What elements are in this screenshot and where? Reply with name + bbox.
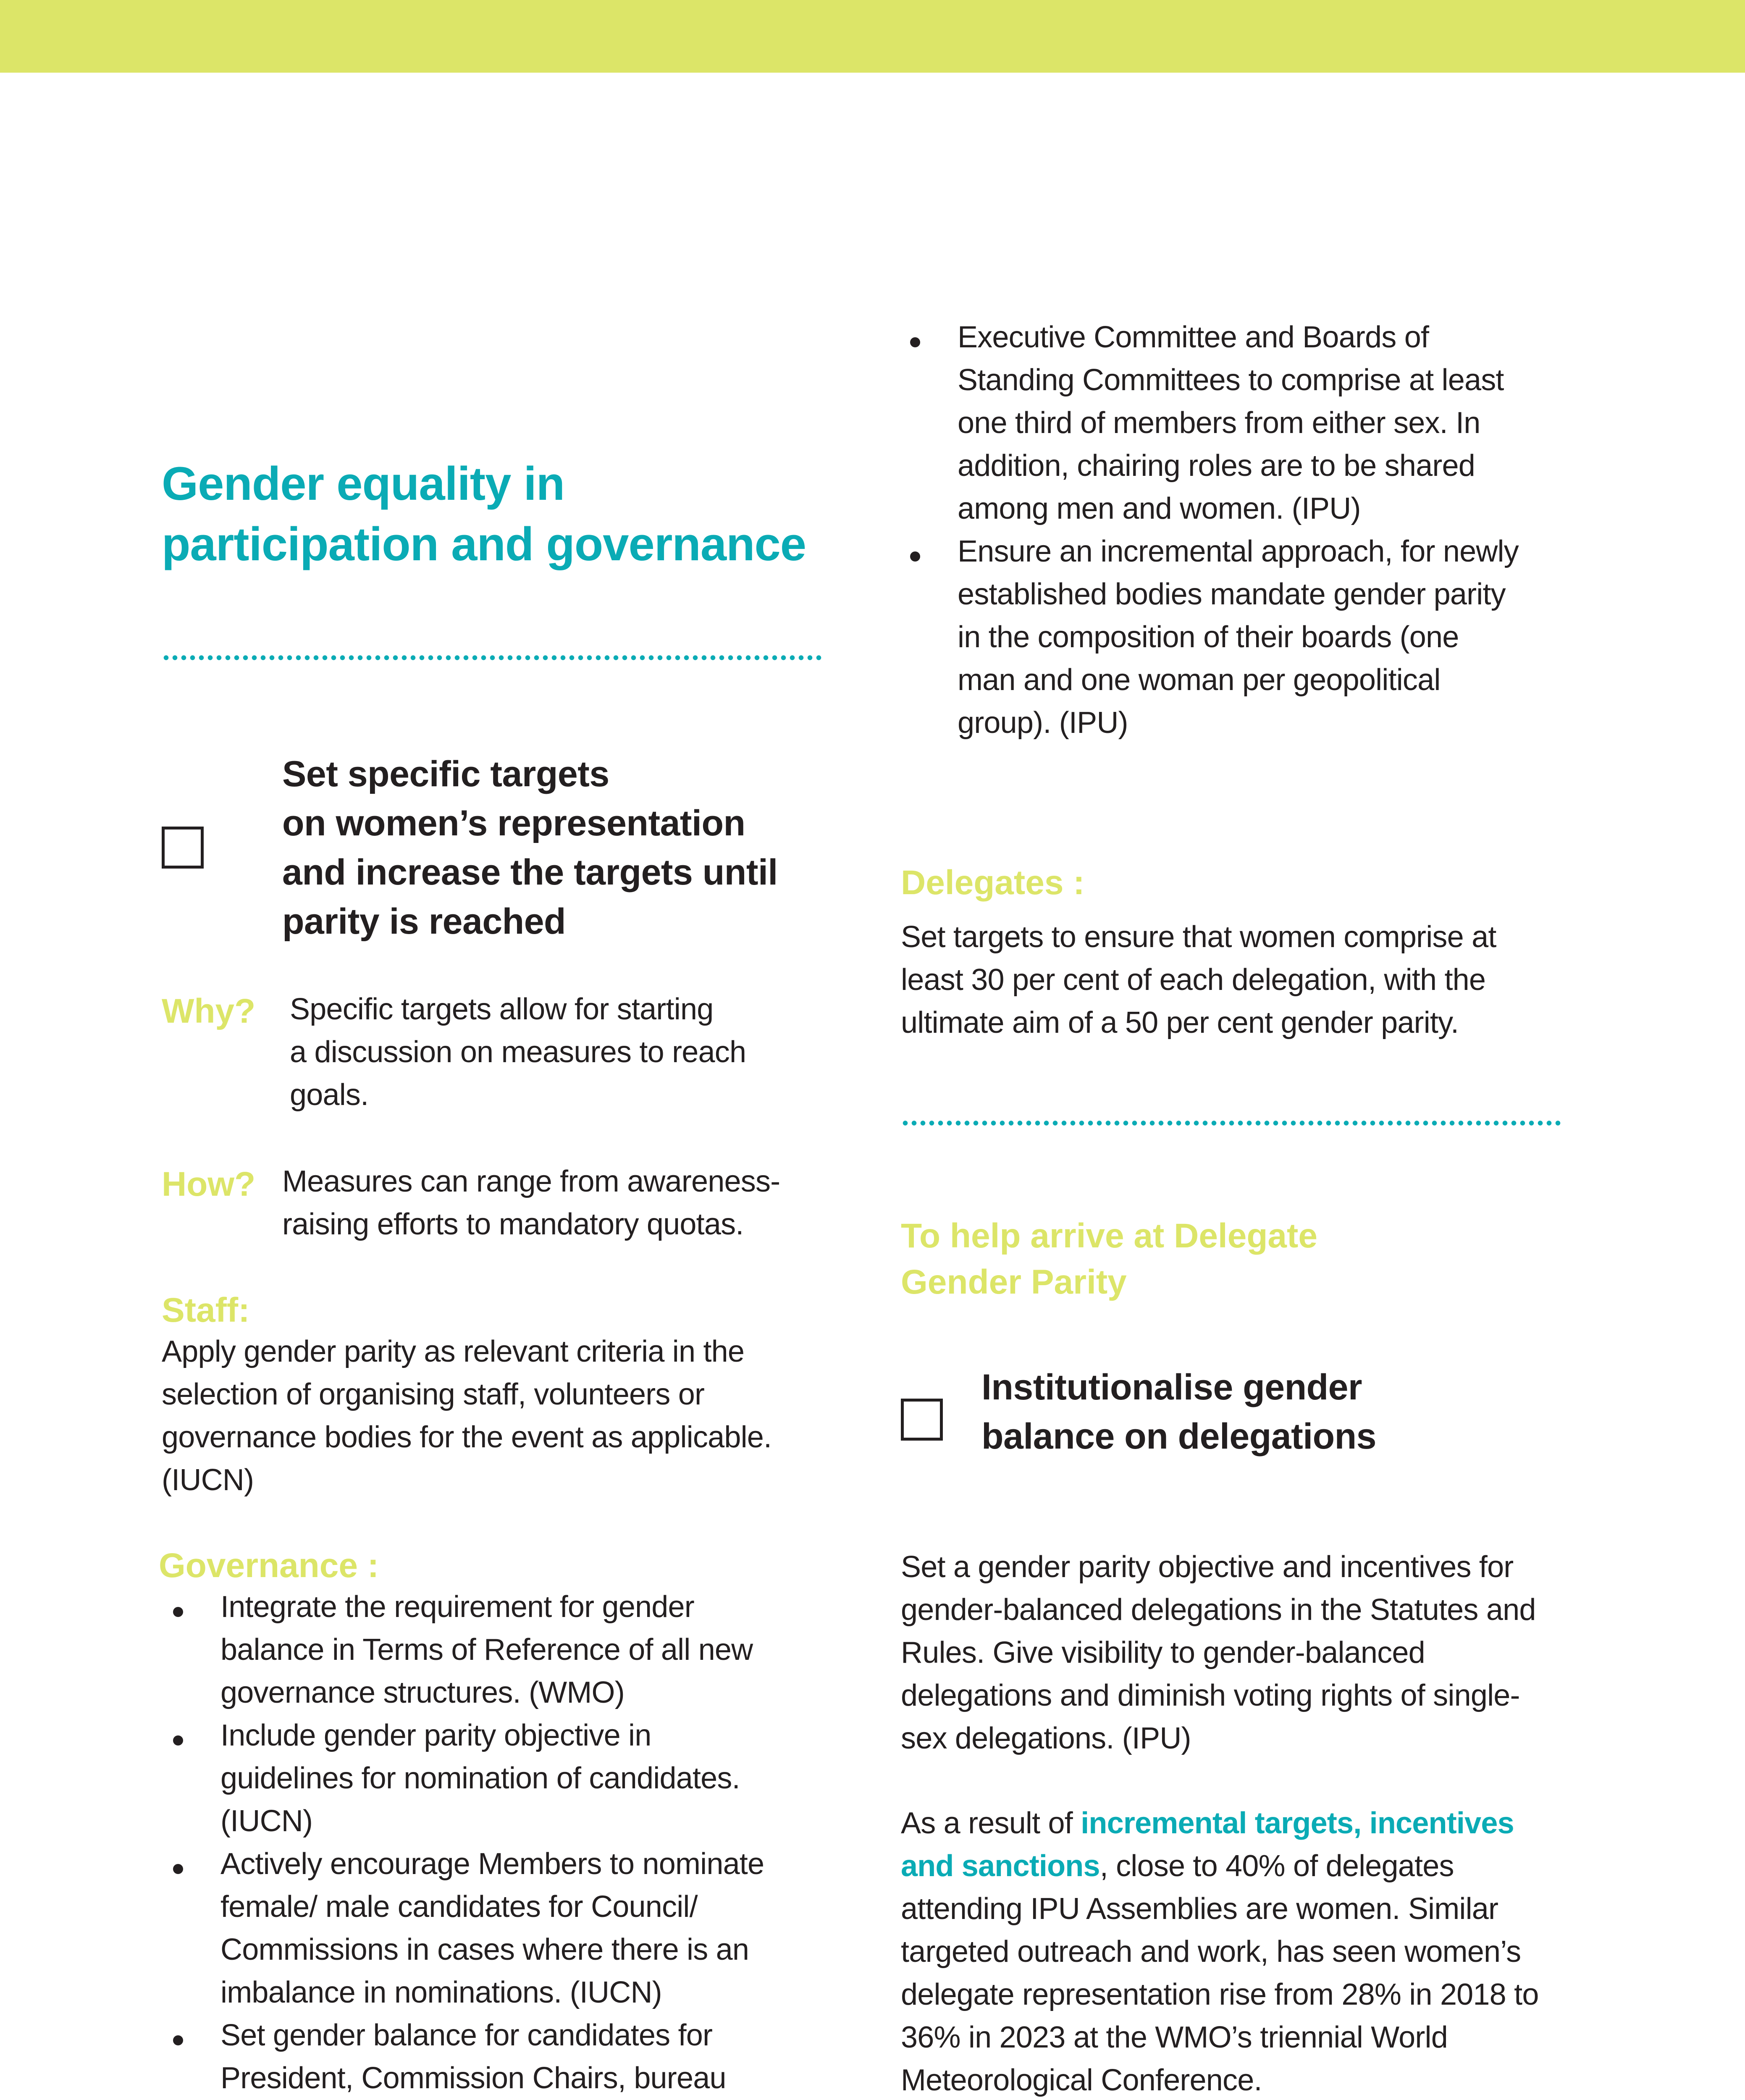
how-line: raising efforts to mandatory quotas. [282, 1208, 744, 1241]
list-item-line: Standing Committees to comprise at least [958, 363, 1504, 397]
bullet-icon [897, 316, 958, 359]
headline-line: and increase the targets until [282, 852, 778, 892]
headline-line: Institutionalise gender [981, 1367, 1362, 1407]
headline-line: balance on delegations [981, 1416, 1376, 1457]
list-item-line: guidelines for nomination of candidates. [220, 1761, 740, 1795]
list-item [897, 530, 1611, 744]
list-item-line: addition, chairing roles are to be shared [958, 449, 1475, 483]
list-item-line: Commissions in cases where there is an [220, 1933, 749, 1966]
bullet-icon [160, 1843, 220, 1885]
list-item-line: balance in Terms of Reference of all new [220, 1633, 753, 1667]
subheading-line: Gender Parity [901, 1263, 1127, 1301]
list-item-line: President, Commission Chairs, bureau [220, 2061, 726, 2095]
action-headline [981, 1363, 1569, 1461]
delegates-text [901, 916, 1615, 1044]
governance-list [160, 1586, 853, 2100]
headline-line: parity is reached [282, 901, 566, 942]
paragraph-line: Meteorological Conference. [901, 2063, 1262, 2097]
list-item-line: female/ male candidates for Council/ [220, 1890, 698, 1924]
list-item-line: (IUCN) [220, 1804, 313, 1838]
why-line: Specific targets allow for starting [290, 992, 714, 1026]
delegates-line: least 30 per cent of each delegation, with the [901, 963, 1486, 997]
bullet-icon [160, 1714, 220, 1757]
paragraph-line: Rules. Give visibility to gender-balanced [901, 1636, 1425, 1670]
staff-label: Staff: [162, 1291, 250, 1329]
list-item [160, 1843, 853, 2014]
list-item-line: Ensure an incremental approach, for newly [958, 535, 1519, 568]
highlighted-text: incremental targets, incentives [1081, 1806, 1514, 1840]
paragraph-line: gender-balanced delegations in the Statutes and [901, 1593, 1536, 1627]
list-item-line: governance structures. (WMO) [220, 1676, 625, 1709]
bullet-icon [897, 530, 958, 573]
list-item-line: Actively encourage Members to nominate [220, 1847, 764, 1881]
paragraph-text: , close to 40% of delegates [1099, 1849, 1454, 1883]
paragraph-line: sex delegations. (IPU) [901, 1722, 1191, 1755]
highlighted-text: and sanctions [901, 1849, 1100, 1883]
section-title [162, 454, 876, 575]
ipu-list [897, 316, 1611, 744]
empty-checkbox-icon[interactable] [162, 827, 204, 869]
staff-line: selection of organising staff, volunteers or [162, 1378, 705, 1411]
why-label: Why? [162, 992, 256, 1030]
dotted-divider [162, 655, 823, 660]
list-item [160, 2014, 853, 2100]
paragraph-line: 36% in 2023 at the WMO’s triennial World [901, 2021, 1448, 2054]
headline-line: on women’s representation [282, 803, 745, 843]
paragraph-line [901, 1845, 1648, 1887]
list-item [897, 316, 1611, 530]
paragraph-line: targeted outreach and work, has seen women’s [901, 1935, 1521, 1969]
list-item [160, 1714, 853, 1843]
top-color-band [0, 0, 1745, 73]
list-item-line: in the composition of their boards (one [958, 620, 1459, 654]
empty-checkbox-icon[interactable] [901, 1399, 943, 1441]
delegates-line: ultimate aim of a 50 per cent gender parity. [901, 1006, 1459, 1040]
action-headline [282, 750, 828, 946]
staff-line: (IUCN) [162, 1463, 254, 1497]
paragraph-line [901, 1802, 1648, 1845]
delegations-paragraph [901, 1546, 1636, 1760]
paragraph-line: attending IPU Assemblies are women. Similar [901, 1892, 1498, 1926]
paragraph-line: Set a gender parity objective and incentives for [901, 1550, 1514, 1584]
list-item-line: imbalance in nominations. (IUCN) [220, 1976, 662, 2009]
results-paragraph [901, 1802, 1648, 2100]
list-item-line: group). (IPU) [958, 706, 1128, 740]
list-item-line: among men and women. (IPU) [958, 492, 1361, 525]
list-item-line: one third of members from either sex. In [958, 406, 1480, 440]
subheading-line: To help arrive at Delegate [901, 1217, 1317, 1255]
list-item-line: Executive Committee and Boards of [958, 320, 1429, 354]
staff-text [162, 1330, 855, 1502]
bullet-icon [160, 2014, 220, 2057]
why-line: a discussion on measures to reach [290, 1035, 746, 1069]
section-title-line: Gender equality in [162, 457, 565, 510]
paragraph-text: As a result of [901, 1806, 1081, 1840]
staff-line: Apply gender parity as relevant criteria in the [162, 1335, 745, 1368]
how-label: How? [162, 1165, 256, 1203]
list-item-line: Include gender parity objective in [220, 1719, 651, 1752]
delegate-parity-subheading [901, 1213, 1317, 1305]
delegates-line: Set targets to ensure that women comprise at [901, 920, 1496, 954]
section-title-line: participation and governance [162, 518, 806, 570]
list-item [160, 1586, 853, 1714]
delegates-label: Delegates : [901, 864, 1085, 902]
governance-label: Governance : [159, 1546, 379, 1585]
headline-line: Set specific targets [282, 754, 609, 794]
bullet-icon [160, 1586, 220, 1628]
list-item-line: established bodies mandate gender parity [958, 578, 1506, 611]
why-text [290, 988, 836, 1116]
list-item-line: Integrate the requirement for gender [220, 1590, 694, 1624]
staff-line: governance bodies for the event as applicable. [162, 1420, 772, 1454]
list-item-line: Set gender balance for candidates for [220, 2019, 713, 2052]
paragraph-line: delegations and diminish voting rights of single- [901, 1679, 1520, 1712]
dotted-divider [901, 1121, 1562, 1126]
how-text [282, 1160, 849, 1246]
why-line: goals. [290, 1078, 369, 1112]
list-item-line: man and one woman per geopolitical [958, 663, 1441, 697]
how-line: Measures can range from awareness- [282, 1165, 780, 1198]
paragraph-line: delegate representation rise from 28% in 2018 to [901, 1978, 1539, 2011]
